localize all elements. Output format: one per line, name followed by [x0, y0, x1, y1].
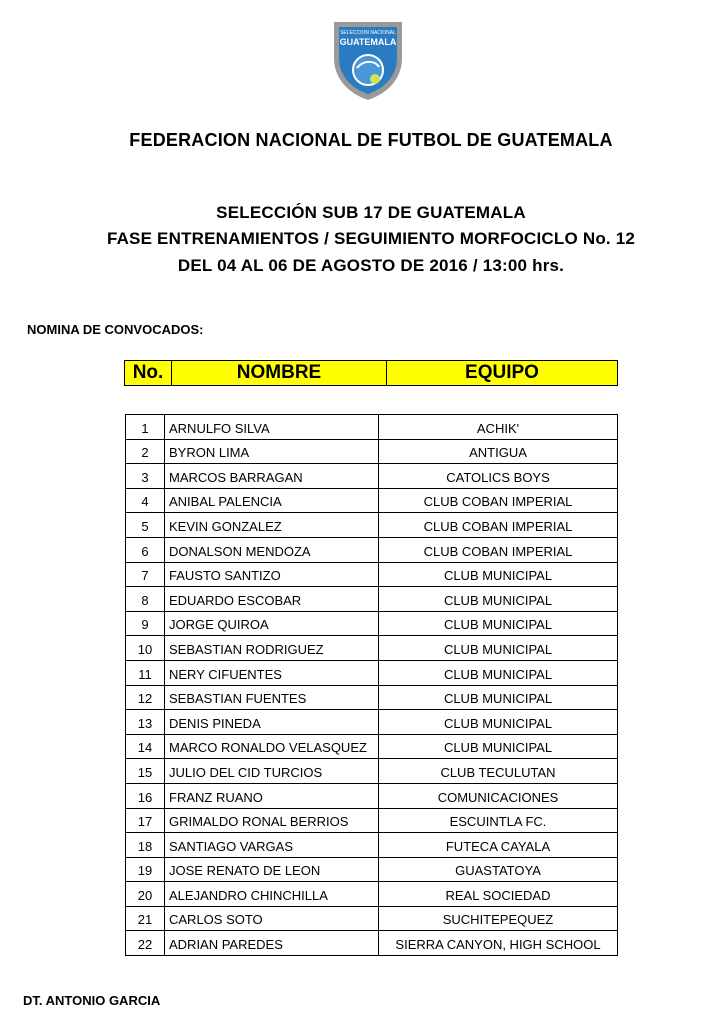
table-row [126, 587, 618, 612]
row-number: 8 [126, 587, 165, 612]
player-name: DONALSON MENDOZA [165, 537, 379, 562]
table-header [124, 360, 618, 386]
player-team: ESCUINTLA FC. [379, 808, 618, 833]
ball-icon [370, 74, 380, 84]
player-name: JULIO DEL CID TURCIOS [165, 759, 379, 784]
player-name: NERY CIFUENTES [165, 660, 379, 685]
player-name: GRIMALDO RONAL BERRIOS [165, 808, 379, 833]
table-row [126, 857, 618, 882]
column-header-no: No. [125, 361, 172, 386]
coach-name: DT. ANTONIO GARCIA [23, 993, 161, 1008]
table-row [126, 488, 618, 513]
player-team: COMUNICACIONES [379, 783, 618, 808]
row-number: 3 [126, 464, 165, 489]
player-team: CLUB MUNICIPAL [379, 660, 618, 685]
table-row [126, 513, 618, 538]
player-team: CLUB MUNICIPAL [379, 710, 618, 735]
federation-title: FEDERACION NACIONAL DE FUTBOL DE GUATEMALA [129, 130, 613, 150]
player-name: JORGE QUIROA [165, 611, 379, 636]
logo-text-top: SELECCION NACIONAL [340, 30, 396, 36]
row-number: 15 [126, 759, 165, 784]
table-row [126, 759, 618, 784]
table-row [126, 833, 618, 858]
row-number: 9 [126, 611, 165, 636]
player-name: KEVIN GONZALEZ [165, 513, 379, 538]
player-name: SEBASTIAN RODRIGUEZ [165, 636, 379, 661]
federation-logo [330, 18, 406, 102]
player-name: MARCO RONALDO VELASQUEZ [165, 734, 379, 759]
player-name: SEBASTIAN FUENTES [165, 685, 379, 710]
player-name: FRANZ RUANO [165, 783, 379, 808]
table-row [126, 562, 618, 587]
player-team: SUCHITEPEQUEZ [379, 906, 618, 931]
player-name: EDUARDO ESCOBAR [165, 587, 379, 612]
row-number: 16 [126, 783, 165, 808]
row-number: 4 [126, 488, 165, 513]
row-number: 22 [126, 931, 165, 956]
player-team: SIERRA CANYON, HIGH SCHOOL [379, 931, 618, 956]
player-team: CLUB MUNICIPAL [379, 587, 618, 612]
row-number: 19 [126, 857, 165, 882]
player-team: CLUB TECULUTAN [379, 759, 618, 784]
table-row [126, 685, 618, 710]
player-team: ACHIK' [379, 415, 618, 440]
player-name: DENIS PINEDA [165, 710, 379, 735]
table-row [126, 660, 618, 685]
row-number: 21 [126, 906, 165, 931]
logo-text-main: GUATEMALA [339, 37, 397, 47]
player-name: JOSE RENATO DE LEON [165, 857, 379, 882]
player-team: CLUB MUNICIPAL [379, 611, 618, 636]
row-number: 14 [126, 734, 165, 759]
column-header-team: EQUIPO [387, 361, 618, 386]
table-row [126, 439, 618, 464]
player-name: BYRON LIMA [165, 439, 379, 464]
team-title: SELECCIÓN SUB 17 DE GUATEMALA [216, 203, 526, 222]
table-row [126, 636, 618, 661]
row-number: 10 [126, 636, 165, 661]
date-title: DEL 04 AL 06 DE AGOSTO DE 2016 / 13:00 hrs. [177, 256, 565, 275]
row-number: 12 [126, 685, 165, 710]
phase-title: FASE ENTRENAMIENTOS / SEGUIMIENTO MORFOCICLO No. 12 [106, 229, 636, 248]
player-name: MARCOS BARRAGAN [165, 464, 379, 489]
player-name: SANTIAGO VARGAS [165, 833, 379, 858]
table-row [126, 537, 618, 562]
row-number: 20 [126, 882, 165, 907]
player-name: ARNULFO SILVA [165, 415, 379, 440]
row-number: 17 [126, 808, 165, 833]
table-row [126, 931, 618, 956]
table-row [126, 783, 618, 808]
player-team: REAL SOCIEDAD [379, 882, 618, 907]
table-row [126, 808, 618, 833]
player-team: FUTECA CAYALA [379, 833, 618, 858]
player-team: ANTIGUA [379, 439, 618, 464]
player-name: FAUSTO SANTIZO [165, 562, 379, 587]
player-team: CATOLICS BOYS [379, 464, 618, 489]
player-team: CLUB MUNICIPAL [379, 562, 618, 587]
player-team: CLUB MUNICIPAL [379, 734, 618, 759]
row-number: 2 [126, 439, 165, 464]
player-team: GUASTATOYA [379, 857, 618, 882]
table-row [126, 415, 618, 440]
table-row [126, 464, 618, 489]
table-row [126, 734, 618, 759]
player-name: ANIBAL PALENCIA [165, 488, 379, 513]
roster-table [125, 414, 618, 956]
table-row [126, 611, 618, 636]
row-number: 7 [126, 562, 165, 587]
player-team: CLUB COBAN IMPERIAL [379, 488, 618, 513]
player-name: ALEJANDRO CHINCHILLA [165, 882, 379, 907]
section-label: NOMINA DE CONVOCADOS: [27, 322, 204, 337]
row-number: 18 [126, 833, 165, 858]
column-header-name: NOMBRE [172, 361, 387, 386]
player-team: CLUB COBAN IMPERIAL [379, 537, 618, 562]
table-row [126, 710, 618, 735]
row-number: 6 [126, 537, 165, 562]
player-team: CLUB MUNICIPAL [379, 685, 618, 710]
row-number: 1 [126, 415, 165, 440]
row-number: 13 [126, 710, 165, 735]
player-name: CARLOS SOTO [165, 906, 379, 931]
table-row [126, 882, 618, 907]
player-team: CLUB MUNICIPAL [379, 636, 618, 661]
table-row [126, 906, 618, 931]
player-name: ADRIAN PAREDES [165, 931, 379, 956]
row-number: 5 [126, 513, 165, 538]
row-number: 11 [126, 660, 165, 685]
player-team: CLUB COBAN IMPERIAL [379, 513, 618, 538]
